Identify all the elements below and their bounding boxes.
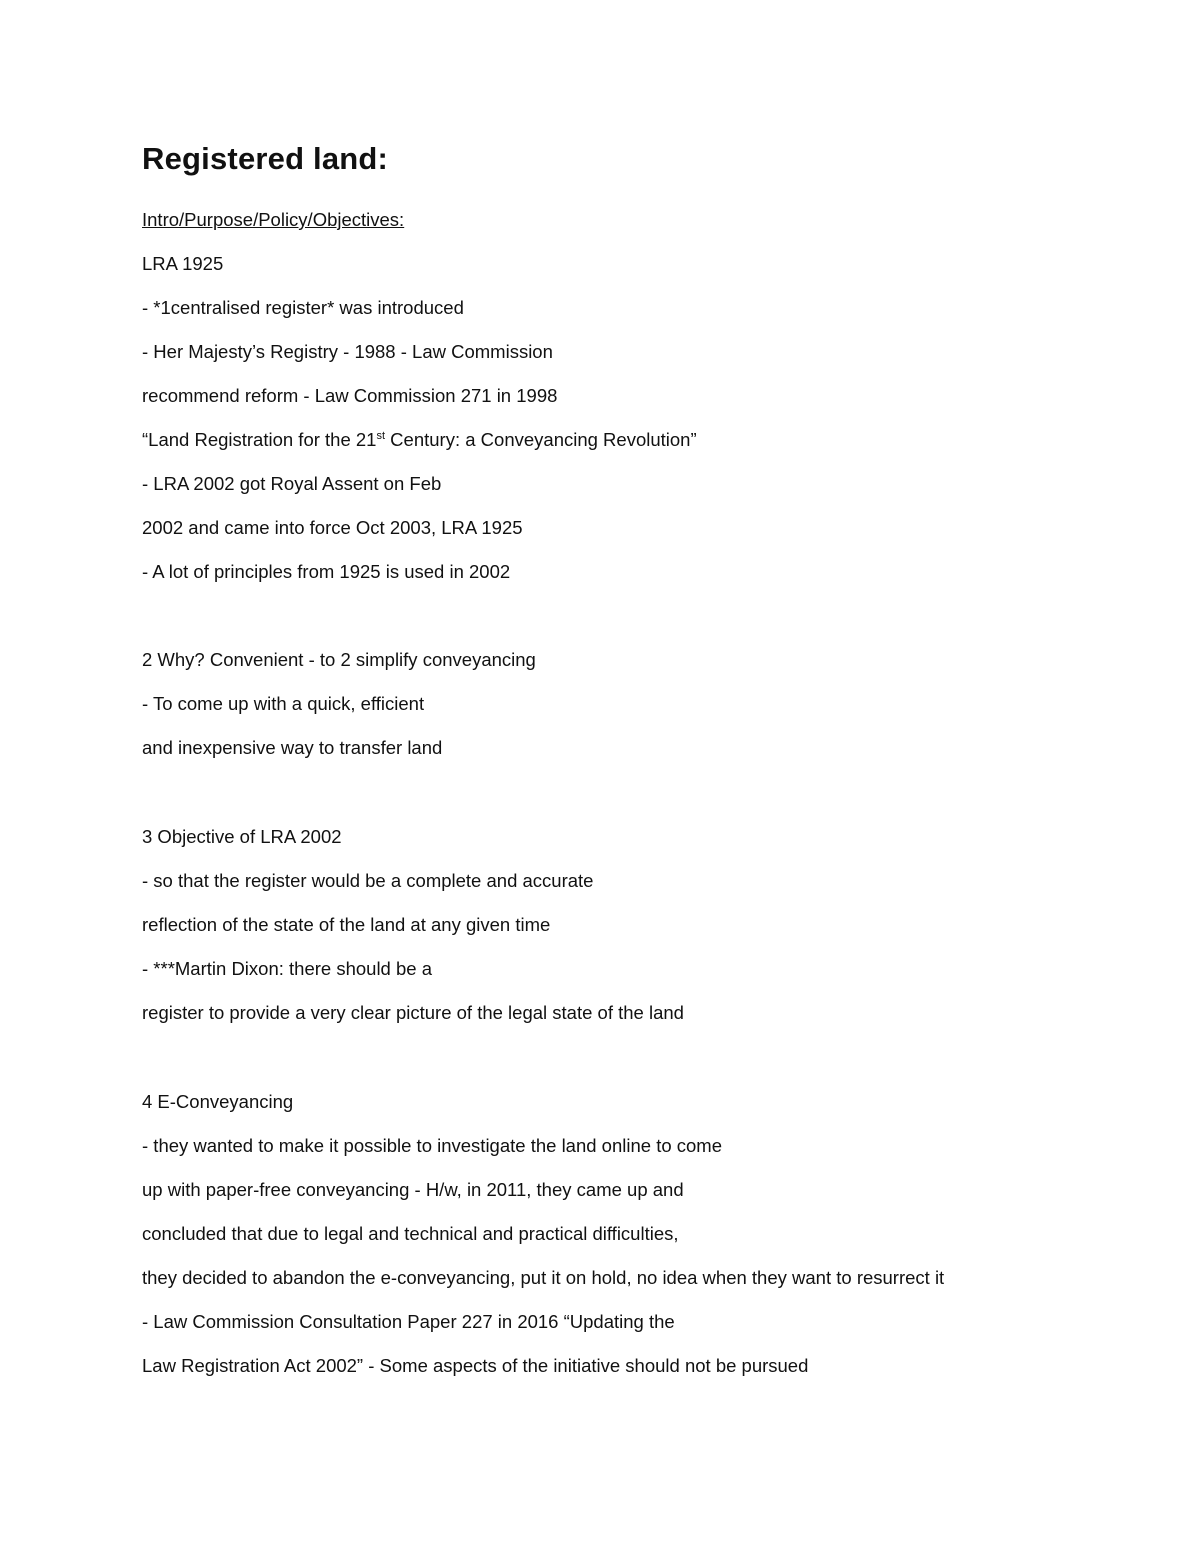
- text-line: Law Registration Act 2002” - Some aspects of the initiative should not be pursued: [142, 1355, 809, 1376]
- text-line: LRA 1925: [142, 253, 224, 274]
- text-line: - they wanted to make it possible to investigate the land online to come: [142, 1135, 723, 1156]
- section-heading: Intro/Purpose/Policy/Objectives:: [142, 209, 405, 230]
- text-line: 2002 and came into force Oct 2003, LRA 1925: [142, 517, 523, 538]
- text-line: - so that the register would be a complete and accurate: [142, 870, 594, 891]
- text-line: - A lot of principles from 1925 is used in 2002: [142, 561, 511, 582]
- text-line: up with paper-free conveyancing - H/w, in 2011, they came up and: [142, 1179, 684, 1200]
- text-line: - LRA 2002 got Royal Assent on Feb: [142, 473, 442, 494]
- superscript: st: [376, 429, 386, 442]
- text-line-with-superscript: [142, 428, 697, 452]
- page-title: Registered land:: [142, 141, 389, 176]
- text-line: reflection of the state of the land at any given time: [142, 914, 551, 935]
- text-fragment: “Land Registration for the 21: [142, 429, 377, 450]
- text-line: 2 Why? Convenient - to 2 simplify conveyancing: [142, 649, 536, 670]
- text-line: they decided to abandon the e-conveyancing, put it on hold, no idea when they want to resurrect it: [142, 1267, 945, 1288]
- text-line: and inexpensive way to transfer land: [142, 737, 443, 758]
- text-line: - ***Martin Dixon: there should be a: [142, 958, 432, 979]
- text-line: - *1centralised register* was introduced: [142, 297, 464, 318]
- text-line: concluded that due to legal and technical and practical difficulties,: [142, 1223, 679, 1244]
- text-line: - To come up with a quick, efficient: [142, 693, 425, 714]
- text-line: 3 Objective of LRA 2002: [142, 826, 342, 847]
- text-line: - Her Majesty’s Registry - 1988 - Law Commission: [142, 341, 553, 362]
- text-line: recommend reform - Law Commission 271 in 1998: [142, 385, 558, 406]
- text-line: 4 E-Conveyancing: [142, 1091, 294, 1112]
- text-fragment: Century: a Conveyancing Revolution”: [385, 429, 697, 450]
- text-line: - Law Commission Consultation Paper 227 in 2016 “Updating the: [142, 1311, 675, 1332]
- text-line: register to provide a very clear picture of the legal state of the land: [142, 1002, 684, 1023]
